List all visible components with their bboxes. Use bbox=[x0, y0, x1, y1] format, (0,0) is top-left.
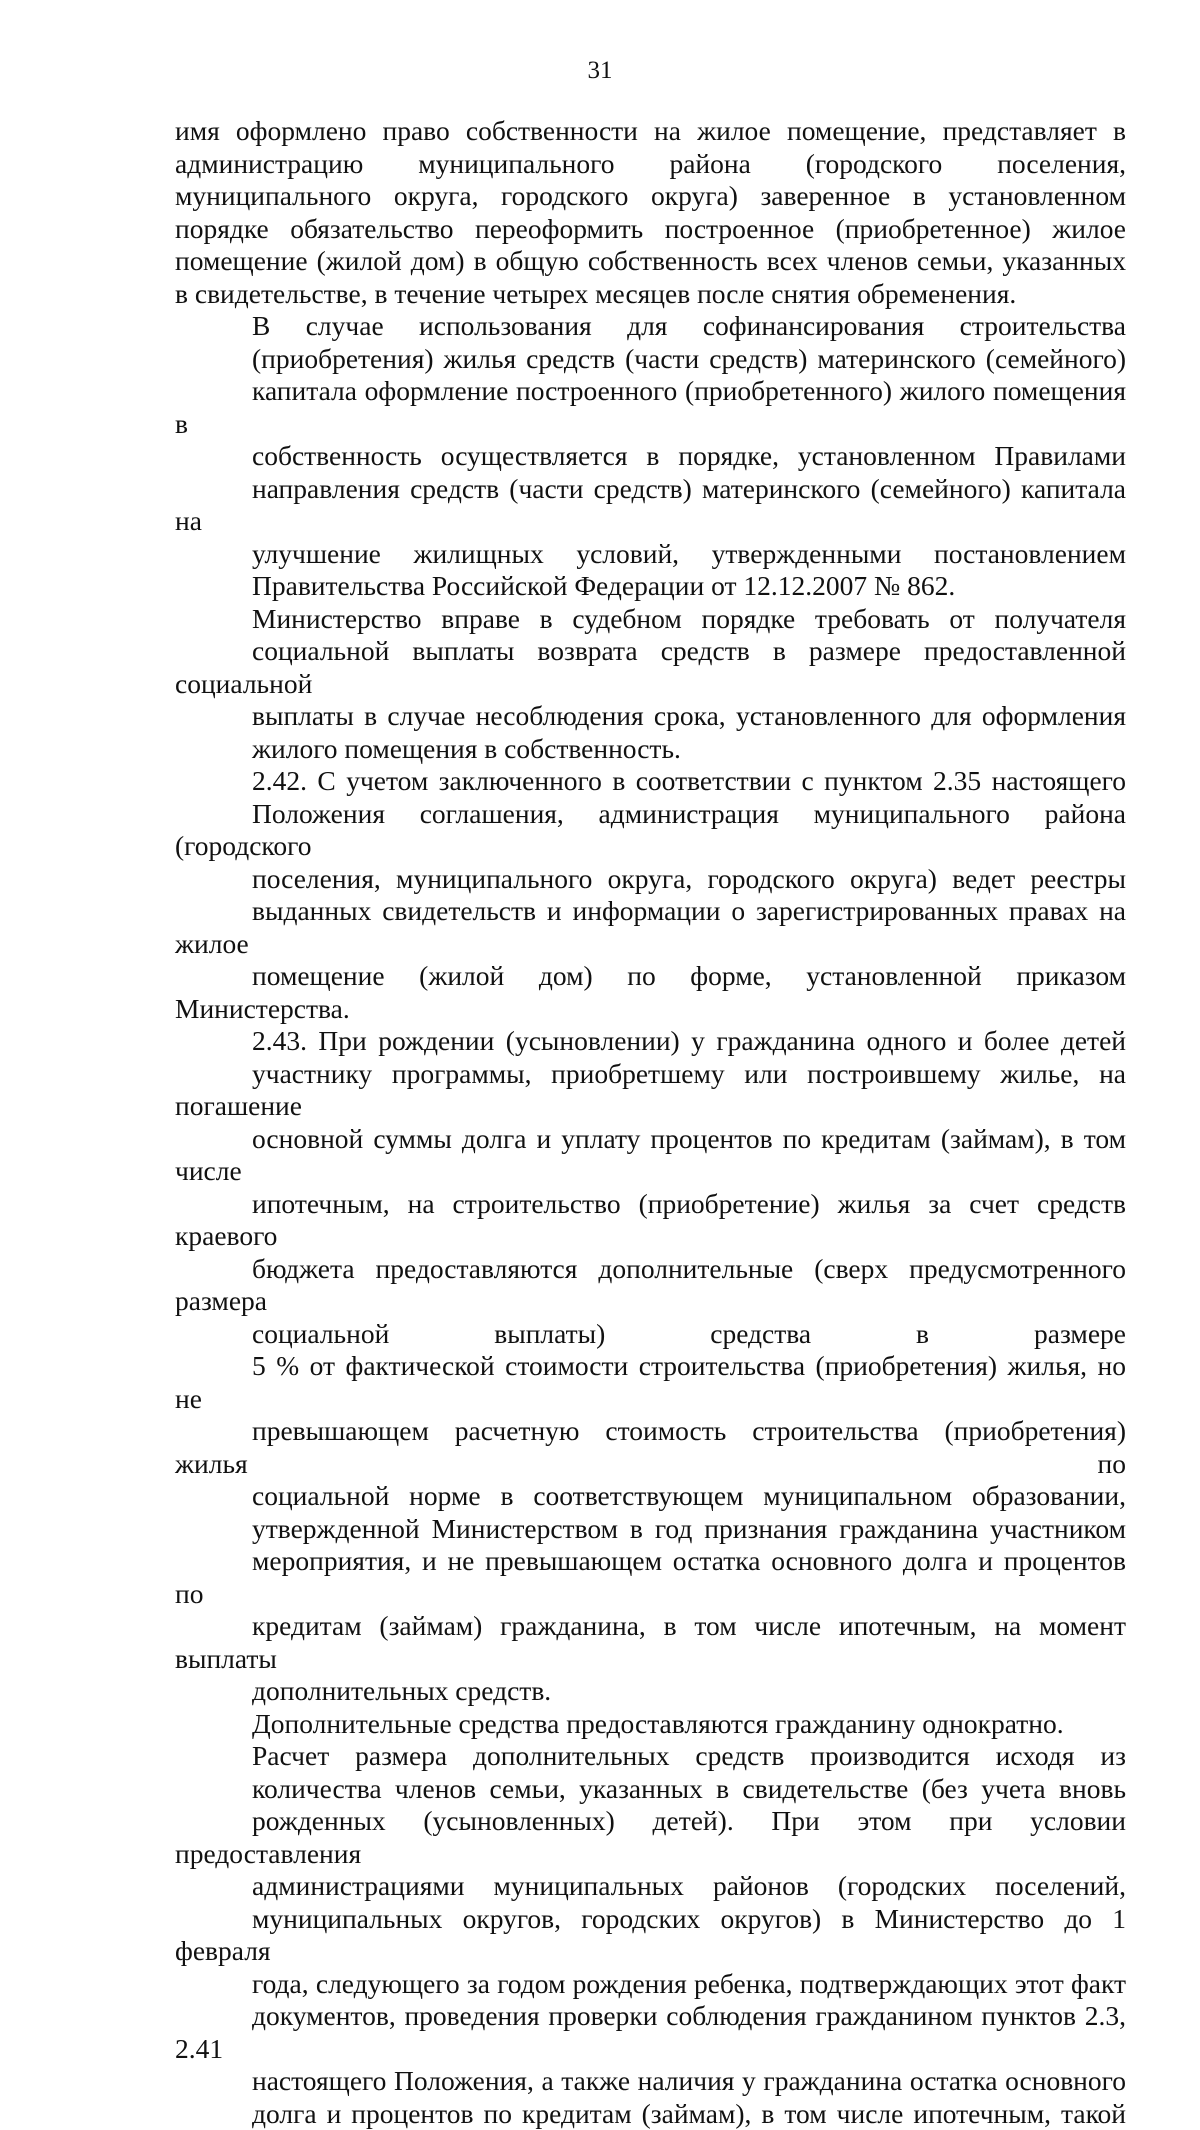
text-line: помещение (жилой дом) по форме, установленной приказом Министерства. bbox=[175, 960, 1126, 1025]
text-line: года, следующего за годом рождения ребенка, подтверждающих этот факт bbox=[175, 1968, 1126, 2001]
paragraph bbox=[175, 1025, 1126, 1708]
text-line: настоящего Положения, а также наличия у гражданина остатка основного bbox=[175, 2065, 1126, 2098]
paragraph bbox=[175, 115, 1126, 310]
text-line: порядке обязательство переоформить построенное (приобретенное) жилое bbox=[175, 213, 1126, 246]
paragraph bbox=[175, 1708, 1126, 1741]
page-number: 31 bbox=[0, 56, 1200, 86]
text-line: социальной выплаты возврата средств в размере предоставленной социальной bbox=[175, 635, 1126, 700]
text-line: поселения, муниципального округа, городского округа) ведет реестры bbox=[175, 863, 1126, 896]
text-line: улучшение жилищных условий, утвержденными постановлением bbox=[175, 538, 1126, 571]
text-line: муниципальных округов, городских округов) в Министерство до 1 февраля bbox=[175, 1903, 1126, 1968]
text-line: долга и процентов по кредитам (займам), в том числе ипотечным, такой bbox=[175, 2098, 1126, 2130]
text-line: основной суммы долга и уплату процентов по кредитам (займам), в том числе bbox=[175, 1123, 1126, 1188]
text-line: Положения соглашения, администрация муниципального района (городского bbox=[175, 798, 1126, 863]
text-line: рожденных (усыновленных) детей). При этом при условии предоставления bbox=[175, 1805, 1126, 1870]
text-line: социальной норме в соответствующем муниципальном образовании, bbox=[175, 1480, 1126, 1513]
text-line: выданных свидетельств и информации о зарегистрированных правах на жилое bbox=[175, 895, 1126, 960]
text-line: Министерство вправе в судебном порядке требовать от получателя bbox=[175, 603, 1126, 636]
paragraph bbox=[175, 765, 1126, 1025]
text-line: превышающем расчетную стоимость строительства (приобретения) жилья по bbox=[175, 1415, 1126, 1480]
paragraph bbox=[175, 310, 1126, 603]
text-line: документов, проведения проверки соблюдения гражданином пунктов 2.3, 2.41 bbox=[175, 2000, 1126, 2065]
text-line: ипотечным, на строительство (приобретение) жилья за счет средств краевого bbox=[175, 1188, 1126, 1253]
text-line: мероприятия, и не превышающем остатка основного долга и процентов по bbox=[175, 1545, 1126, 1610]
text-line: жилого помещения в собственность. bbox=[175, 733, 1126, 766]
text-line: социальной выплаты) средства в размере bbox=[175, 1318, 1126, 1351]
text-line: количества членов семьи, указанных в свидетельстве (без учета вновь bbox=[175, 1773, 1126, 1806]
paragraph bbox=[175, 1740, 1126, 2130]
text-line: дополнительных средств. bbox=[175, 1675, 1126, 1708]
text-line: собственность осуществляется в порядке, установленном Правилами bbox=[175, 440, 1126, 473]
text-line: Дополнительные средства предоставляются гражданину однократно. bbox=[175, 1708, 1126, 1741]
text-line: 5 % от фактической стоимости строительства (приобретения) жилья, но не bbox=[175, 1350, 1126, 1415]
text-line: капитала оформление построенного (приобретенного) жилого помещения в bbox=[175, 375, 1126, 440]
paragraph bbox=[175, 603, 1126, 766]
text-line: помещение (жилой дом) в общую собственность всех членов семьи, указанных bbox=[175, 245, 1126, 278]
text-line: утвержденной Министерством в год признания гражданина участником bbox=[175, 1513, 1126, 1546]
text-line: участнику программы, приобретшему или построившему жилье, на погашение bbox=[175, 1058, 1126, 1123]
text-line: муниципального округа, городского округа) заверенное в установленном bbox=[175, 180, 1126, 213]
text-line: администрациями муниципальных районов (городских поселений, bbox=[175, 1870, 1126, 1903]
text-line: 2.42. С учетом заключенного в соответствии с пунктом 2.35 настоящего bbox=[175, 765, 1126, 798]
text-line: 2.43. При рождении (усыновлении) у гражданина одного и более детей bbox=[175, 1025, 1126, 1058]
text-line: В случае использования для софинансирования строительства bbox=[175, 310, 1126, 343]
text-line: направления средств (части средств) материнского (семейного) капитала на bbox=[175, 473, 1126, 538]
text-line: выплаты в случае несоблюдения срока, установленного для оформления bbox=[175, 700, 1126, 733]
text-line: имя оформлено право собственности на жилое помещение, представляет в bbox=[175, 115, 1126, 148]
text-line: (приобретения) жилья средств (части средств) материнского (семейного) bbox=[175, 343, 1126, 376]
text-line: администрацию муниципального района (городского поселения, bbox=[175, 148, 1126, 181]
text-line: в свидетельстве, в течение четырех месяцев после снятия обременения. bbox=[175, 278, 1126, 311]
document-body bbox=[175, 115, 1126, 2130]
text-line: кредитам (займам) гражданина, в том числе ипотечным, на момент выплаты bbox=[175, 1610, 1126, 1675]
text-line: Правительства Российской Федерации от 12.12.2007 № 862. bbox=[175, 570, 1126, 603]
text-line: Расчет размера дополнительных средств производится исходя из bbox=[175, 1740, 1126, 1773]
text-line: бюджета предоставляются дополнительные (сверх предусмотренного размера bbox=[175, 1253, 1126, 1318]
